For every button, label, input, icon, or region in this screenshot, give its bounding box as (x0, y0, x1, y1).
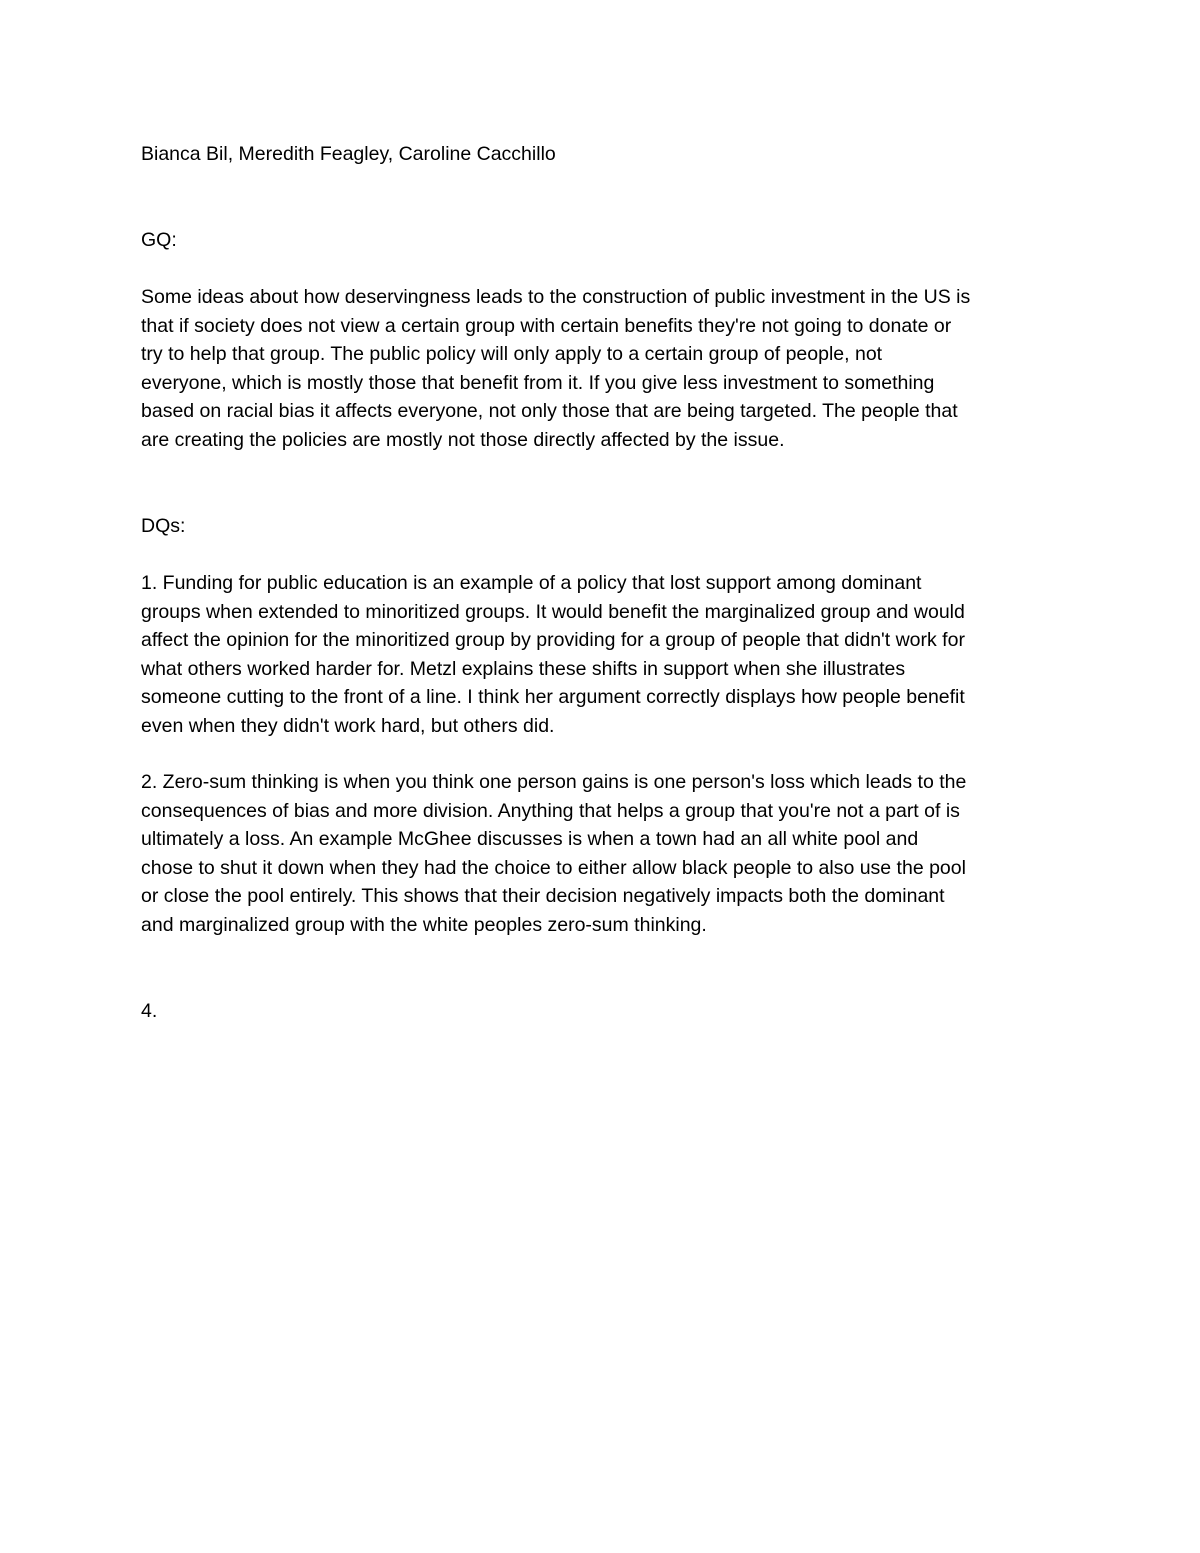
dq1-line: what others worked harder for. Metzl explains these shifts in support when she illustrates (141, 657, 906, 680)
gq-paragraph (141, 283, 1071, 454)
dq2-paragraph (141, 768, 1071, 939)
gq-line: that if society does not view a certain group with certain benefits they're not going to donate or (141, 314, 952, 337)
gq-line: Some ideas about how deservingness leads to the construction of public investment in the US is (141, 286, 971, 308)
dq1-line: 1. Funding for public education is an example of a policy that lost support among dominant (141, 572, 922, 594)
gq-line: based on racial bias it affects everyone, not only those that are being targeted. The people that (141, 400, 958, 422)
dq2-line: or close the pool entirely. This shows that their decision negatively impacts both the dominant (141, 885, 945, 907)
gq-line: are creating the policies are mostly not those directly affected by the issue. (141, 428, 785, 451)
dq-heading: DQs: (141, 515, 186, 537)
gq-heading: GQ: (141, 229, 177, 251)
item-4-label: 4. (141, 1000, 158, 1022)
gq-line: try to help that group. The public policy will only apply to a certain group of people, not (141, 343, 883, 365)
dq2-line: consequences of bias and more division. Anything that helps a group that you're not a part of is (141, 799, 960, 822)
dq2-line: ultimately a loss. An example McGhee discusses is when a town had an all white pool and (141, 828, 919, 850)
dq1-line: affect the opinion for the minoritized group by providing for a group of people that didn't work for (141, 629, 965, 651)
dq1-line: groups when extended to minoritized groups. It would benefit the marginalized group and would (141, 600, 965, 623)
dq2-line: chose to shut it down when they had the choice to either allow black people to also use the pool (141, 856, 966, 879)
dq1-paragraph (141, 569, 1071, 740)
dq1-line: even when they didn't work hard, but others did. (141, 714, 555, 737)
gq-line: everyone, which is mostly those that benefit from it. If you give less investment to something (141, 371, 935, 394)
dq2-line: and marginalized group with the white peoples zero-sum thinking. (141, 913, 707, 936)
authors-line: Bianca Bil, Meredith Feagley, Caroline Cacchillo (141, 143, 556, 165)
dq2-line: 2. Zero-sum thinking is when you think one person gains is one person's loss which leads to the (141, 771, 967, 793)
dq1-line: someone cutting to the front of a line. I think her argument correctly displays how people benefit (141, 686, 965, 708)
